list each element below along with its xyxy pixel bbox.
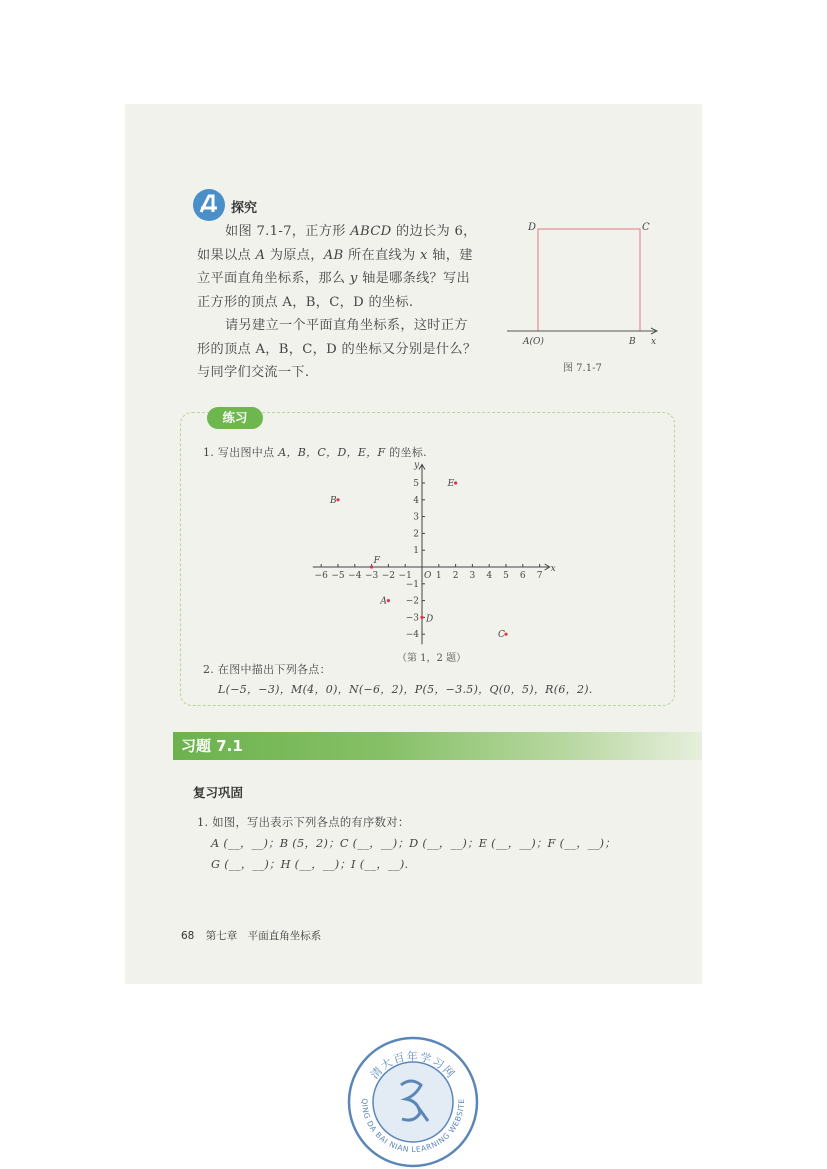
y-tick-label: 2 (413, 529, 419, 540)
origin-label: O (424, 571, 432, 581)
page-footer (181, 928, 321, 943)
y-tick-label: −2 (405, 596, 419, 607)
point-b (336, 498, 339, 501)
grid-caption: （第 1，2 题） (397, 653, 467, 664)
square-abcd (538, 229, 640, 331)
y-tick-label: −3 (405, 613, 419, 624)
explore-paragraph-1: 如图 7.1-7，正方形 ABCD 的边长为 6， 如果以点 A 为原点，AB 所在直线为 x 轴，建 立平面直角坐标系，那么 y 轴是哪条线？写出 正方形的顶点 A，B，C，D 的坐标. (197, 224, 477, 310)
x-tick-label: 6 (519, 571, 526, 581)
point-e (454, 481, 457, 484)
y-tick-label: 4 (413, 495, 419, 506)
practice-question-2-points: L(−5，−3)，M(4，0)，N(−6，2)，P(5，−3.5)，Q(0，5)，R(6，2). (218, 683, 593, 696)
x-tick-label: 5 (503, 571, 509, 581)
x-tick-label: 7 (536, 571, 543, 581)
y-tick-label: 5 (413, 479, 419, 489)
y-tick-label: 3 (413, 512, 419, 523)
x-tick-label: −6 (314, 571, 328, 581)
explore-icon (192, 188, 226, 222)
qingda-seal-logo (346, 1035, 480, 1169)
label-x: x (651, 337, 657, 347)
label-c: C (642, 222, 650, 233)
x-tick-label: −1 (398, 571, 412, 581)
y-tick-label: 1 (413, 546, 419, 557)
chapter-title: 第七章 平面直角坐标系 (205, 930, 322, 942)
practice-question-1: 1. 写出图中点 A，B，C，D，E，F 的坐标. (203, 446, 427, 459)
label-b: B (629, 337, 636, 347)
textbook-page (125, 104, 702, 984)
point-a (387, 599, 390, 602)
label-d: D (528, 222, 537, 233)
y-axis-label: y (414, 460, 420, 471)
point-label-f: F (373, 556, 380, 566)
coordinate-grid (305, 459, 555, 659)
explore-title: 探究 (231, 201, 258, 216)
x-tick-label: −2 (381, 571, 396, 581)
figure-7-1-7 (507, 216, 667, 376)
x-tick-label: −5 (331, 571, 345, 581)
exercise-question-1: 1. 如图，写出表示下列各点的有序数对： (197, 816, 410, 829)
page-number: 68 (181, 930, 195, 942)
svg-text:清大百年学习网: 清大百年学习网 (368, 1050, 458, 1082)
x-axis-label: x (550, 564, 556, 574)
y-tick-label: −4 (405, 630, 419, 641)
x-tick-label: 4 (486, 571, 493, 581)
section-title: 复习巩固 (193, 785, 244, 800)
point-label-b: B (330, 495, 337, 506)
exercise-banner (173, 732, 702, 760)
y-tick-label: −1 (405, 579, 419, 590)
x-tick-label: −4 (348, 571, 362, 581)
x-tick-label: 3 (469, 571, 476, 581)
point-label-a: A (380, 596, 387, 607)
point-label-d: D (426, 614, 434, 625)
explore-paragraph-2: 请另建立一个平面直角坐标系，这时正方 形的顶点 A，B，C，D 的坐标又分别是什么？ 与同学们交流一下. (197, 318, 477, 380)
x-tick-label: −3 (364, 571, 379, 581)
point-d (420, 616, 423, 619)
x-tick-label: 2 (452, 571, 459, 581)
point-label-e: E (447, 479, 455, 489)
exercise-line-1: A (__，__)；B (5，2)；C (__，__)；D (__，__)；E (__，__)；F (__，__)； (211, 837, 616, 850)
exercise-line-2: G (__，__)；H (__，__)；I (__，__). (211, 858, 409, 871)
svg-text:QING DA BAI NIAN LEARNING WEBS: QING DA BAI NIAN LEARNING WEBSITE (359, 1098, 467, 1155)
figure-caption: 图 7.1-7 (563, 363, 602, 374)
label-ao: A(O) (523, 337, 544, 347)
practice-question-2-title: 2. 在图中描出下列各点： (203, 663, 331, 676)
exercise-banner-title: 习题 7.1 (181, 737, 243, 755)
x-tick-label: 1 (435, 571, 442, 581)
point-label-c: C (498, 630, 505, 641)
practice-tab: 练习 (207, 407, 263, 429)
